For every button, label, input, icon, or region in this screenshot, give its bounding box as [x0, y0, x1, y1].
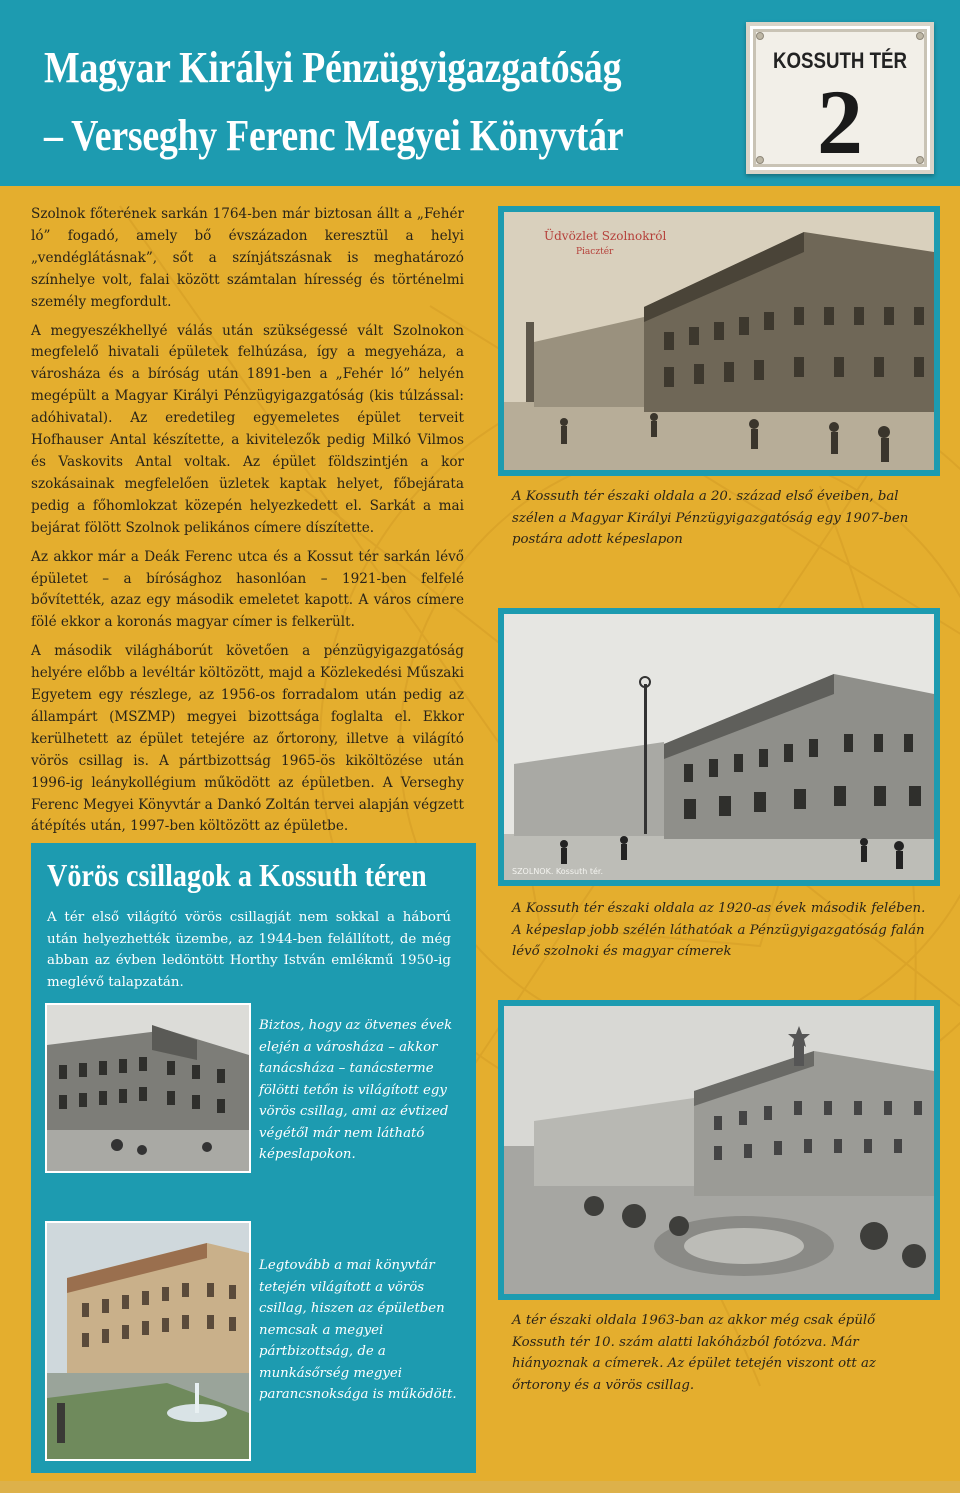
photo-1963-square	[498, 1000, 940, 1300]
red-stars-infobox	[31, 843, 476, 1473]
postcard-greeting: Üdvözlet Szolnokról	[544, 229, 667, 243]
photo-postcard-1920s	[498, 608, 940, 886]
photo-caption-1: A Kossuth tér északi oldala a 20. század első éveiben, bal szélen a Magyar Királyi Pénzügyigazgatóság egy 1907-ben postára adott képeslapon	[512, 489, 909, 547]
paragraph: A második világháborút követően a pénzügyigazgatóság helyére előbb a levéltár költözött, majd a Közlekedési Műszaki Egyetem egy részlege, az 1956-os forradalom után pedig az állampárt (MSZMP) megyei bizottsága foglalta el. Ekkor kerülhetett az épület tetejére az őrtorony, illetve a világító vörös csillag is. A pártbizottság 1965-ös kiköltözése után 1996-ig leánykollégium működött az épületben. A Verseghy Ferenc Megyei Könyvtár a Dankó Zoltán tervei alapján végzett átépítés után, 1997-ben költözött az épületbe.	[31, 643, 464, 835]
infobox-title: Vörös csillagok a Kossuth téren	[47, 857, 427, 893]
nail-icon	[916, 32, 924, 40]
sign-street-name: KOSSUTH TÉR	[772, 48, 908, 73]
infobox-caption-2: Legtovább a mai könyvtár tetején világított a vörös csillag, hiszen az épületben nemcsak a megyei pártbizottság, de a munkásőrség megyei parancsnoksága is működött.	[259, 1258, 457, 1402]
street-sign	[746, 22, 934, 174]
title-line-2: – Verseghy Ferenc Megyei Könyvtár	[44, 111, 624, 160]
photo-library-color	[45, 1221, 251, 1461]
header-banner	[0, 0, 960, 186]
photo-city-hall	[45, 1003, 251, 1173]
postcard-label: SZOLNOK. Kossuth tér.	[512, 867, 603, 876]
infobox-text: A tér első világító vörös csillagját nem sokkal a háború után helyezhették üzembe, az 1944-ben felállított, de még abban az évben ledöntött Horthy István emlékmű 1950-ig meglévő talapzatán.	[47, 910, 451, 990]
main-article	[31, 204, 464, 845]
paragraph: Az akkor már a Deák Ferenc utca és a Kossut tér sarkán lévő épületet – a bírósághoz hasonlóan – 1921-ben felfelé bővítették, azaz egy második emeletet kapott. A város címere fölé ekkor a koronás magyar címer is felkerült.	[31, 548, 464, 631]
title-line-1: Magyar Királyi Pénzügyigazgatóság	[44, 43, 622, 92]
sign-house-number: 2	[817, 71, 863, 173]
paragraph: Szolnok főterének sarkán 1764-ben már biztosan állt a „Fehér ló” fogadó, amely bő évszázadon keresztül a helyi „vendéglátásnak”, sőt a színjátszásnak is meghatározó színhelye volt, falai között számtalan híresség és történelmi személy megfordult.	[31, 206, 464, 310]
bottom-strip	[0, 1481, 960, 1493]
photo-caption-2: A Kossuth tér északi oldala az 1920-as évek második felében. A képeslap jobb szélén láthatóak a Pénzügyigazgatóság falán lévő szolnoki és magyar címerek	[512, 901, 926, 959]
photo-caption-3: A tér északi oldala 1963-ban az akkor még csak épülő Kossuth tér 10. szám alatti lakóházból fotózva. Már hiányoznak a címerek. Az épület tetején viszont ott az őrtorony és a vörös csillag.	[512, 1313, 876, 1393]
postcard-subtitle: Piacztér	[576, 247, 614, 257]
photo-postcard-1907	[498, 206, 940, 476]
nail-icon	[756, 32, 764, 40]
paragraph: A megyeszékhellyé válás után szükségessé vált Szolnokon megfelelő hivatali épületek felhúzása, így a megyeháza, a városháza és a bíróság után 1891-ben a „Fehér ló” helyén megépült a Magyar Királyi Pénzügyigazgatóság (kis túlzással: adóhivatal). Az eredetileg egyemeletes épület terveit Hofhauser Antal készítette, a kivitelezők pedig Milkó Vilmos és Vaskovits Antal voltak. Az épület földszintjén a kor szokásainak megfelelően üzletek kaptak helyet, főbejárata pedig a főhomlokzat közepén helyezkedett el. Sarkát a mai bejárat fölött Szolnok pelikános címere díszítette.	[31, 322, 464, 536]
page-title	[44, 34, 623, 170]
infobox-caption-1: Biztos, hogy az ötvenes évek elején a városháza – akkor tanácsháza – tanácsterme fölötti tetőn is világított egy vörös csillag, ami az évtized végétől már nem látható képeslapokon.	[259, 1018, 453, 1162]
